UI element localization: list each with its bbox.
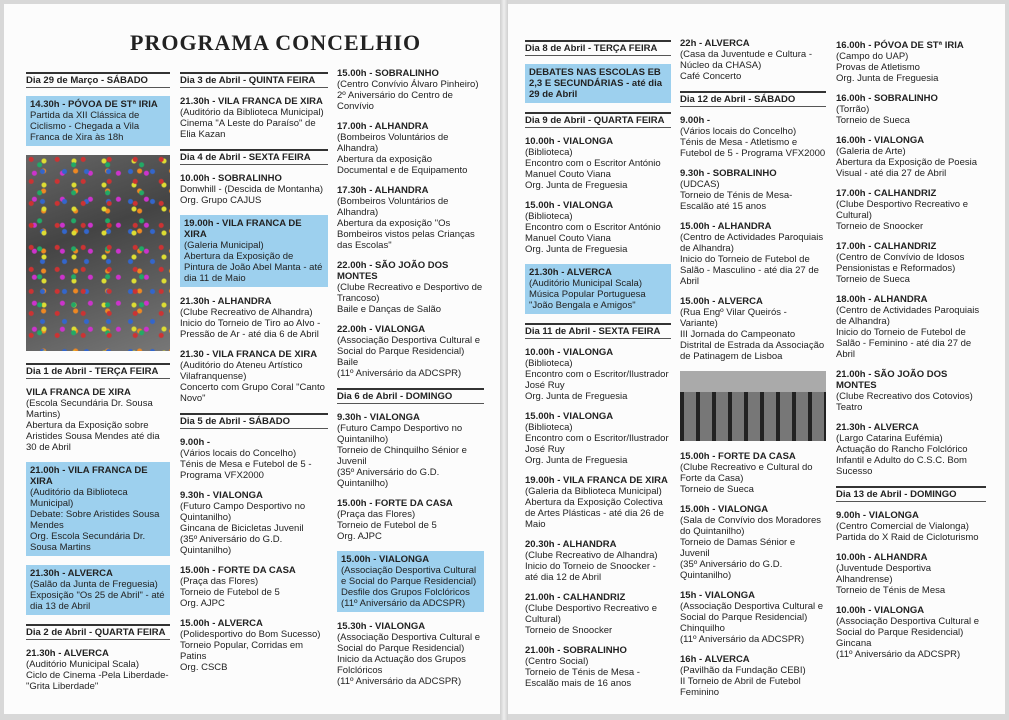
event-detail: Torneio de Futebol de 5 [180, 587, 280, 598]
event-title: 21.30h - VILA FRANCA DE XIRA [180, 96, 323, 107]
event-detail: (Bombeiros Voluntários de Alhandra) [337, 196, 449, 218]
event-title: 18.00h - ALHANDRA [836, 294, 928, 305]
event-title: 22.00h - SÃO JOÃO DOS MONTES [337, 260, 449, 282]
event-detail: Torneio de Ténis de Mesa- Escalão até 15 anos [680, 190, 793, 212]
day-header: Dia 9 de Abril - QUARTA FEIRA [525, 112, 671, 128]
event-entry [26, 565, 170, 615]
event-detail: (Auditório do Ateneu Artístico Vilafranquense) [180, 360, 303, 382]
event-detail: Torneio de Snoocker [836, 221, 924, 232]
event-entry [337, 68, 484, 112]
event-detail: Abertura da exposição Documental e de Equipamento [337, 154, 468, 176]
event-title: 17.30h - ALHANDRA [337, 185, 429, 196]
event-detail: (UDCAS) [680, 179, 720, 190]
event-detail: III Jornada do Campeonato Distrital de Estrada da Associação de Patinagem de Lisboa [680, 329, 825, 362]
event-detail: Org. Junta de Freguesia [525, 180, 628, 191]
event-entry [337, 324, 484, 379]
event-title: 9.30h - VIALONGA [337, 412, 420, 423]
event-detail: Org. Escola Secundária Dr. Sousa Martins [30, 531, 146, 553]
event-detail: Partida do X Raid de Cicloturismo [836, 532, 979, 543]
event-detail: (Praça das Flores) [337, 509, 416, 520]
event-entry [525, 592, 671, 636]
event-detail: (Escola Secundária Dr. Sousa Martins) [26, 398, 153, 420]
event-detail: (Associação Desportiva Cultural e Social do Parque Residencial) [337, 335, 481, 357]
event-detail: Torneio de Damas Sénior e Juvenil [680, 537, 796, 559]
event-entry [525, 64, 671, 103]
event-title: 21.30h - ALVERCA [30, 568, 113, 579]
event-entry [337, 412, 484, 489]
event-entry [680, 115, 826, 159]
event-title: 21.30h - ALHANDRA [180, 296, 272, 307]
event-detail: Donwhill - (Descida de Montanha) [180, 184, 324, 195]
column-3 [337, 68, 484, 696]
event-detail: Inicio do Torneio de Futebol de Salão - Feminino - até dia 27 de Abril [836, 327, 972, 360]
event-entry [680, 221, 826, 287]
event-detail: Encontro com o Escritor/Ilustrador José Ruy [525, 433, 669, 455]
event-detail: Org. AJPC [180, 598, 225, 609]
event-title: 10.00h - ALHANDRA [836, 552, 928, 563]
event-detail: (Associação Desportiva Cultural e Social do Parque Residencial) [337, 632, 481, 654]
event-detail: (Clube Desportivo Recreativo e Cultural) [525, 603, 658, 625]
event-entry [836, 369, 986, 413]
event-entry [180, 437, 328, 481]
event-detail: Encontro com o Escritor/Ilustrador José Ruy [525, 369, 669, 391]
event-detail: Org. AJPC [337, 531, 382, 542]
event-detail: Torneio de Ténis de Mesa - Escalão mais de 16 anos [525, 667, 640, 689]
event-detail: Abertura da exposição "Os Bombeiros vistos pelas Crianças das Escolas" [337, 218, 475, 251]
event-detail: (11º Aniversário da ADCSPR) [836, 649, 961, 660]
event-detail: (Biblioteca) [525, 211, 573, 222]
event-title: 14.30h - PÓVOA DE STª IRIA [30, 99, 158, 110]
event-detail: (Praça das Flores) [180, 576, 259, 587]
event-detail: Gincana de Bicicletas Juvenil [180, 523, 304, 534]
event-detail: (Auditório da Biblioteca Municipal) [180, 107, 324, 118]
cycling-race-photo [26, 155, 170, 351]
event-entry [337, 498, 484, 542]
event-detail: Torneio de Sueca [680, 484, 754, 495]
day-header: Dia 3 de Abril - QUINTA FEIRA [180, 72, 328, 88]
page-title: PROGRAMA CONCELHIO [130, 30, 422, 55]
event-title: 21.30 - VILA FRANCA DE XIRA [180, 349, 318, 360]
event-entry [836, 552, 986, 596]
event-detail: Torneio de Ténis de Mesa [836, 585, 946, 596]
event-entry [680, 168, 826, 212]
event-entry [525, 645, 671, 689]
event-detail: (Largo Catarina Eufémia) [836, 433, 943, 444]
page-fold [500, 0, 508, 720]
column-5 [680, 38, 826, 707]
day-header: Dia 29 de Março - SÁBADO [26, 72, 170, 88]
event-entry [836, 93, 986, 126]
event-detail: (11º Aniversário da ADCSPR) [680, 634, 805, 645]
event-detail: (Futuro Campo Desportivo no Quintanilho) [180, 501, 306, 523]
event-detail: Inicio do Torneio de Snoocker - até dia 12 de Abril [525, 561, 656, 583]
event-title: 15.00h - VIALONGA [341, 554, 430, 565]
event-detail: (Clube Recreativo e Desportivo de Trancoso) [337, 282, 483, 304]
event-title: 21.00h - SOBRALINHO [525, 645, 627, 656]
event-detail: (11º Aniversário da ADCSPR) [337, 368, 462, 379]
event-title: 15.00h - VIALONGA [680, 504, 769, 515]
event-detail: (Biblioteca) [525, 147, 573, 158]
event-title: 21.30h - ALVERCA [529, 267, 612, 278]
event-detail: (Clube Desportivo Recreativo e Cultural) [836, 199, 969, 221]
event-entry [337, 621, 484, 687]
event-detail: Chinquilho [680, 623, 725, 634]
event-detail: (Clube Recreativo de Alhandra) [525, 550, 658, 561]
event-detail: (Associação Desportiva Cultural e Social do Parque Residencial) [680, 601, 824, 623]
event-title: 16.00h - PÓVOA DE STª IRIA [836, 40, 964, 51]
event-entry [180, 618, 328, 673]
event-entry [680, 451, 826, 495]
event-entry [337, 121, 484, 176]
day-header: Dia 5 de Abril - SÁBADO [180, 413, 328, 429]
day-header: Dia 11 de Abril - SEXTA FEIRA [525, 323, 671, 339]
event-detail: (Centro Comercial de Vialonga) [836, 521, 969, 532]
event-title: 15.00h - ALHANDRA [680, 221, 772, 232]
event-title: 21.00h - VILA FRANCA DE XIRA [30, 465, 148, 487]
event-entry [836, 135, 986, 179]
event-entry [180, 215, 328, 287]
event-entry [836, 188, 986, 232]
event-detail: (Bombeiros Voluntários de Alhandra) [337, 132, 449, 154]
event-detail: Abertura da Exposição de Poesia Visual - até dia 27 de Abril [836, 157, 978, 179]
event-title: 22.00h - VIALONGA [337, 324, 426, 335]
event-detail: (Biblioteca) [525, 422, 573, 433]
event-entry [680, 654, 826, 698]
event-detail: Ténis de Mesa - Atletismo e Futebol de 5 - Programa VFX2000 [680, 137, 826, 159]
event-title: 10.00h - VIALONGA [525, 136, 614, 147]
day-header: Dia 2 de Abril - QUARTA FEIRA [26, 624, 170, 640]
event-entry [525, 264, 671, 314]
event-detail: (35º Aniversário do G.D. Quintanilho) [180, 534, 283, 556]
event-detail: (Pavilhão da Fundação CEBI) [680, 665, 806, 676]
event-title: 16h - ALVERCA [680, 654, 750, 665]
event-detail: (Auditório Municipal Scala) [26, 659, 139, 670]
event-detail: Partida da XII Clássica de Ciclismo - Chegada a Vila Franca de Xira às 18h [30, 110, 140, 143]
event-detail: Torneio Popular, Corridas em Patins [180, 640, 304, 662]
day-header: Dia 6 de Abril - DOMINGO [337, 388, 484, 404]
event-entry [26, 462, 170, 556]
event-title: 9.00h - [680, 115, 711, 126]
event-detail: 2º Aniversário do Centro de Convívio [337, 90, 453, 112]
event-title: 21.30h - ALVERCA [26, 648, 109, 659]
event-title: 15.00h - FORTE DA CASA [337, 498, 453, 509]
event-title: 17.00h - CALHANDRIZ [836, 241, 937, 252]
event-entry [180, 296, 328, 340]
event-detail: (Juventude Desportiva Alhandrense) [836, 563, 932, 585]
event-detail: Encontro com o Escritor António Manuel Couto Viana [525, 158, 661, 180]
event-detail: Org. CSCB [180, 662, 228, 673]
event-detail: (Futuro Campo Desportivo no Quintanilho) [337, 423, 463, 445]
event-detail: (Campo do UAP) [836, 51, 909, 62]
event-entry [525, 411, 671, 466]
event-detail: (Associação Desportiva Cultural e Social do Parque Residencial) [836, 616, 980, 638]
event-detail: (Centro Social) [525, 656, 589, 667]
event-entry [525, 539, 671, 583]
event-title: DEBATES NAS ESCOLAS EB 2,3 E SECUNDÁRIAS - até dia 29 de Abril [529, 67, 663, 100]
event-detail: (Vários locais do Concelho) [180, 448, 297, 459]
event-detail: (Clube Recreativo de Alhandra) [180, 307, 313, 318]
event-detail: (Associação Desportiva Cultural e Social do Parque Residencial) [341, 565, 477, 587]
day-header: Dia 4 de Abril - SEXTA FEIRA [180, 149, 328, 165]
event-detail: Torneio de Snoocker [525, 625, 613, 636]
event-title: 22h - ALVERCA [680, 38, 750, 49]
event-title: 17.00h - ALHANDRA [337, 121, 429, 132]
event-detail: (35º Aniversário do G.D. Quintanilho) [337, 467, 440, 489]
event-detail: (Sala de Convívio dos Moradores do Quintanilho) [680, 515, 821, 537]
event-detail: (Clube Recreativo e Cultural do Forte da Casa) [680, 462, 813, 484]
event-detail: (Centro de Actividades Paroquiais de Alhandra) [680, 232, 824, 254]
event-title: 15.00h - FORTE DA CASA [180, 565, 296, 576]
event-title: 19.00h - VILA FRANCA DE XIRA [525, 475, 668, 486]
event-title: 15.30h - VIALONGA [337, 621, 426, 632]
event-title: 19.00h - VILA FRANCA DE XIRA [184, 218, 302, 240]
event-detail: Torneio de Chinquilho Sénior e Juvenil [337, 445, 467, 467]
event-title: 15.00h - ALVERCA [180, 618, 263, 629]
event-title: 10.00h - SOBRALINHO [180, 173, 282, 184]
event-detail: Org. Junta de Freguesia [836, 73, 939, 84]
event-entry [680, 590, 826, 645]
event-detail: Torneio de Futebol de 5 [337, 520, 437, 531]
event-title: 16.00h - VIALONGA [836, 135, 925, 146]
event-title: 10.00h - VIALONGA [525, 347, 614, 358]
event-entry [337, 260, 484, 315]
event-detail: Encontro com o Escritor António Manuel Couto Viana [525, 222, 661, 244]
event-entry [180, 173, 328, 206]
event-title: 17.00h - CALHANDRIZ [836, 188, 937, 199]
event-detail: (11º Aniversário da ADCSPR) [337, 676, 462, 687]
skating-race-photo [680, 371, 826, 441]
column-4 [525, 40, 671, 698]
event-entry [180, 349, 328, 404]
event-title: 15.00h - ALVERCA [680, 296, 763, 307]
event-title: 21.00h - SÃO JOÃO DOS MONTES [836, 369, 948, 391]
event-title: 9.30h - VIALONGA [180, 490, 263, 501]
event-detail: Debate: Sobre Aristides Sousa Mendes [30, 509, 160, 531]
event-detail: (35º Aniversário do G.D. Quintanilho) [680, 559, 783, 581]
event-detail: Inicio da Actuação dos Grupos Folclóricos [337, 654, 466, 676]
event-detail: (Rua Engº Vilar Queirós - Variante) [680, 307, 787, 329]
event-detail: Torneio de Sueca [836, 274, 910, 285]
event-detail: Org. Junta de Freguesia [525, 391, 628, 402]
event-title: 9.30h - SOBRALINHO [680, 168, 777, 179]
event-detail: Actuação do Rancho Folclórico Infantil e Adulto do C.S.C. Bom Sucesso [836, 444, 968, 477]
event-entry [836, 605, 986, 660]
event-detail: (Galeria de Arte) [836, 146, 906, 157]
day-header: Dia 13 de Abril - DOMINGO [836, 486, 986, 502]
event-detail: Ténis de Mesa e Futebol de 5 - Programa VFX2000 [180, 459, 312, 481]
event-entry [836, 40, 986, 84]
event-entry [26, 387, 170, 453]
event-title: 9.00h - VIALONGA [836, 510, 919, 521]
day-header: Dia 12 de Abril - SÁBADO [680, 91, 826, 107]
event-title: 16.00h - SOBRALINHO [836, 93, 938, 104]
event-entry [525, 475, 671, 530]
event-title: 15.00h - VIALONGA [525, 411, 614, 422]
event-entry [525, 200, 671, 255]
event-title: 10.00h - VIALONGA [836, 605, 925, 616]
event-entry [337, 551, 484, 612]
event-detail: Gincana [836, 638, 872, 649]
event-detail: (Clube Recreativo dos Cotovios) [836, 391, 973, 402]
event-detail: Cinema "A Leste do Paraíso" de Elia Kazan [180, 118, 316, 140]
event-detail: (Auditório da Biblioteca Municipal) [30, 487, 128, 509]
day-header: Dia 8 de Abril - TERÇA FEIRA [525, 40, 671, 56]
event-detail: (Biblioteca) [525, 358, 573, 369]
column-6 [836, 40, 986, 669]
event-detail: (Polidesportivo do Bom Sucesso) [180, 629, 321, 640]
event-title: 15.00h - VIALONGA [525, 200, 614, 211]
event-detail: (Galeria Municipal) [184, 240, 264, 251]
event-detail: (Vários locais do Concelho) [680, 126, 797, 137]
event-title: 21.30h - ALVERCA [836, 422, 919, 433]
event-entry [836, 422, 986, 477]
event-entry [525, 347, 671, 402]
event-entry [337, 185, 484, 251]
event-title: 21.00h - CALHANDRIZ [525, 592, 626, 603]
event-detail: (Casa da Juventude e Cultura - Núcleo da CHASA) [680, 49, 813, 71]
event-detail: Abertura da Exposição de Pintura de João Abel Manta - até dia 11 de Maio [184, 251, 323, 284]
event-title: 20.30h - ALHANDRA [525, 539, 617, 550]
event-detail: (Torrão) [836, 104, 870, 115]
event-detail: Café Concerto [680, 71, 742, 82]
event-detail: Org. Grupo CAJUS [180, 195, 262, 206]
event-detail: Concerto com Grupo Coral "Canto Novo" [180, 382, 325, 404]
event-detail: (Centro Convívio Álvaro Pinheiro) [337, 79, 479, 90]
event-detail: Provas de Atletismo [836, 62, 920, 73]
event-entry [180, 96, 328, 140]
event-entry [525, 136, 671, 191]
column-1 [26, 72, 170, 701]
event-title: 15h - VIALONGA [680, 590, 755, 601]
event-detail: Torneio de Sueca [836, 115, 910, 126]
event-detail: (Centro de Convívio de Idosos Pensionistas e Reformados) [836, 252, 965, 274]
event-entry [680, 38, 826, 82]
event-entry [26, 648, 170, 692]
event-detail: (11º Aniversário da ADCSPR) [341, 598, 466, 609]
event-detail: Desfile dos Grupos Folclóricos [341, 587, 470, 598]
event-entry [836, 294, 986, 360]
event-entry [680, 504, 826, 581]
event-title: VILA FRANCA DE XIRA [26, 387, 131, 398]
event-detail: Baile [337, 357, 359, 368]
event-entry [180, 490, 328, 556]
event-detail: Abertura da Exposição Colectiva de Artes Plásticas - até dia 26 de Maio [525, 497, 664, 530]
event-detail: Org. Junta de Freguesia [525, 244, 628, 255]
event-detail: (Salão da Junta de Freguesia) [30, 579, 158, 590]
event-title: 15.00h - FORTE DA CASA [680, 451, 796, 462]
event-detail: Org. Junta de Freguesia [525, 455, 628, 466]
event-detail: Inicio do Torneio de Futebol de Salão - Masculino - até dia 27 de Abril [680, 254, 819, 287]
event-entry [836, 241, 986, 285]
event-detail: (Galeria da Biblioteca Municipal) [525, 486, 662, 497]
column-2 [180, 72, 328, 682]
event-detail: Baile e Danças de Salão [337, 304, 442, 315]
event-detail: (Auditório Municipal Scala) [529, 278, 642, 289]
event-detail: Exposição "Os 25 de Abril" - até dia 13 de Abril [30, 590, 165, 612]
event-detail: Teatro [836, 402, 863, 413]
event-detail: Música Popular Portuguesa "João Bengala e Amigos" [529, 289, 646, 311]
event-detail: Abertura da Exposição sobre Aristides Sousa Mendes até dia 30 de Abril [26, 420, 160, 453]
event-entry [26, 96, 170, 146]
event-detail: Ciclo de Cinema -Pela Liberdade- "Grita Liberdade" [26, 670, 169, 692]
event-detail: II Torneio de Abril de Futebol Feminino [680, 676, 801, 698]
event-detail: Inicio do Torneio de Tiro ao Alvo - Pressão de Ar - até dia 6 de Abril [180, 318, 321, 340]
event-title: 15.00h - SOBRALINHO [337, 68, 439, 79]
event-entry [836, 510, 986, 543]
event-title: 9.00h - [180, 437, 211, 448]
day-header: Dia 1 de Abril - TERÇA FEIRA [26, 363, 170, 379]
event-entry [180, 565, 328, 609]
event-detail: (Centro de Actividades Paroquiais de Alhandra) [836, 305, 980, 327]
event-entry [680, 296, 826, 362]
